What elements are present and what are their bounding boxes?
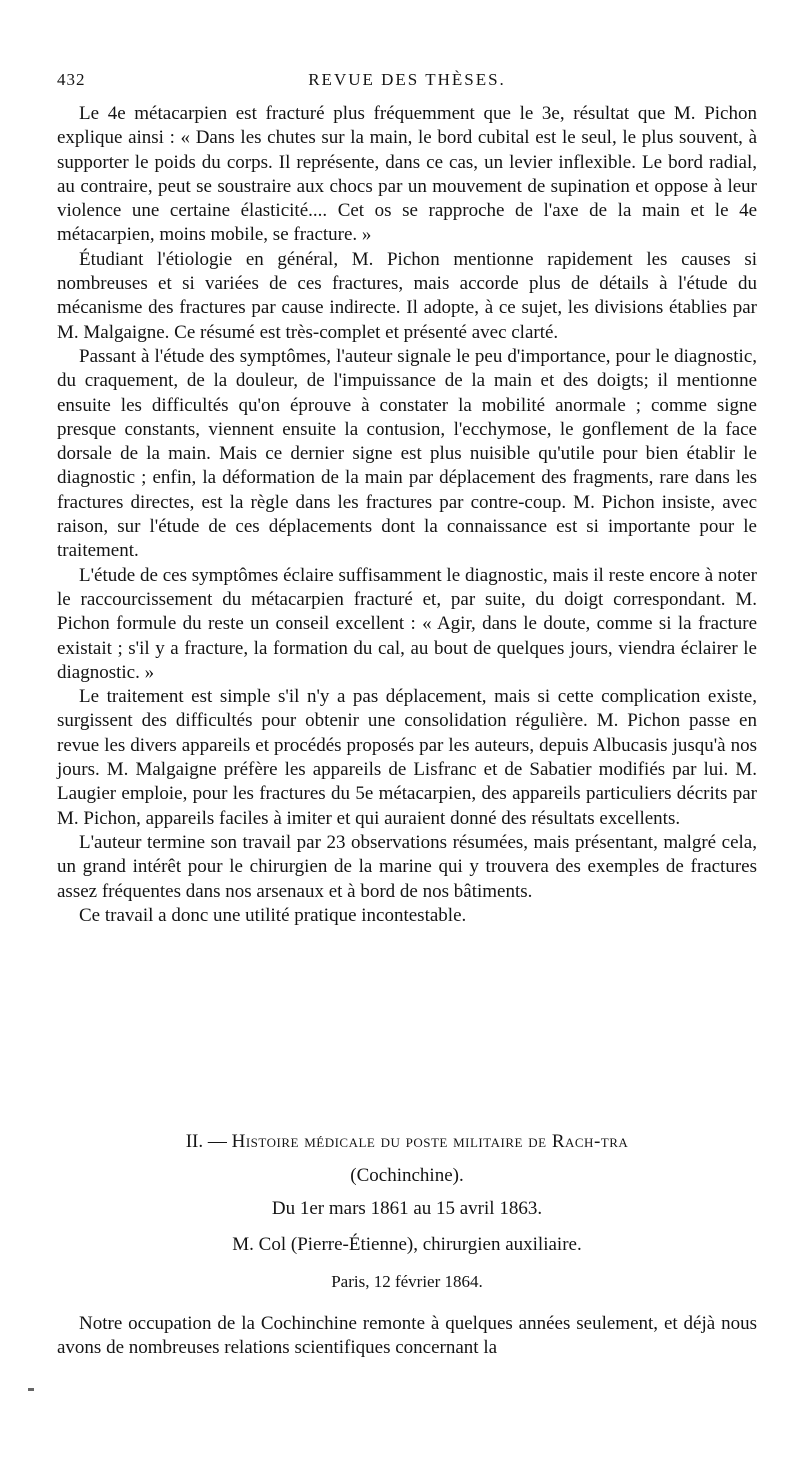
paragraph: Ce travail a donc une utilité pratique incontestable.	[79, 904, 467, 926]
section-title: Histoire médicale du poste militaire de Rach-tra	[231, 1131, 629, 1152]
article-body	[57, 102, 757, 928]
closing-text	[57, 1312, 757, 1361]
paragraph: Étudiant l'étiologie en général, M. Pichon mentionne rapidement les causes si nombreuses et si variées de ces fractures, mais accorde plus de détails à l'étude du mécanisme des fractures par cause indirecte. Il adopte, à ce sujet, les divisions établies par M. Malgaigne. Ce résumé est très-complet et présenté avec clarté.	[57, 248, 757, 343]
page-number: 432	[57, 70, 86, 89]
paragraph: Passant à l'étude des symptômes, l'auteur signale le peu d'importance, pour le diagnostic, du craquement, de la douleur, de l'impuissance de la main et des doigts; il mentionne ensuite les difficultés qu'on éprouve à constater la mobilité anormale ; comme signe presque constants, viennent ensuite la contusion, l'ecchymose, le gonflement de la face dorsale de la main. Mais ce dernier signe est plus nuisible qu'utile pour bien établir le diagnostic ; enfin, la déformation de la main par déplacement des fragments, rare dans les fractures directes, est la règle dans les fractures par contre-coup. M. Pichon insiste, avec raison, sur l'étude de ces déplacements dont la connaissance est si importante pour le traitement.	[57, 345, 757, 562]
section-heading	[57, 1130, 757, 1154]
margin-mark	[28, 1388, 34, 1391]
section-place-date: Paris, 12 février 1864.	[331, 1272, 483, 1291]
paragraph: Le traitement est simple s'il n'y a pas déplacement, mais si cette complication existe, surgissent des difficultés pour obtenir une consolidation régulière. M. Pichon passe en revue les divers appareils et procédés proposés par les auteurs, depuis Albucasis jusqu'à nos jours. M. Malgaigne préfère les appareils de Lisfranc et de Sabatier modifiés par lui. M. Laugier emploie, pour les fractures du 5e métacarpien, des appareils particuliers décrits par M. Pichon, appareils faciles à imiter et qui auraient donné des résultats excellents.	[57, 686, 757, 829]
running-title: REVUE DES THÈSES.	[308, 70, 506, 89]
paragraph: Le 4e métacarpien est fracturé plus fréquemment que le 3e, résultat que M. Pichon explique ainsi : « Dans les chutes sur la main, le bord cubital est le seul, le plus souvent, à supporter le poids du corps. Il représente, dans ce cas, un levier inflexible. Le bord radial, au contraire, peut se soustraire aux chocs par un mouvement de supination et oppose à leur violence une certaine élasticité.... Cet os se rapproche de l'axe de la main et le 4e métacarpien, moins mobile, se fracture. »	[57, 103, 757, 246]
section-author: M. Col (Pierre-Étienne), chirurgien auxiliaire.	[232, 1234, 582, 1255]
paragraph: L'auteur termine son travail par 23 observations résumées, mais présentant, malgré cela, un grand intérêt pour le chirurgien de la marine qui y trouvera des exemples de fractures assez fréquentes dans nos arsenaux et à bord de nos bâtiments.	[57, 831, 757, 902]
paragraph: Notre occupation de la Cochinchine remonte à quelques années seulement, et déjà nous avons de nombreuses relations scientifiques concernant la	[57, 1313, 757, 1359]
paragraph: L'étude de ces symptômes éclaire suffisamment le diagnostic, mais il reste encore à noter le raccourcissement du métacarpien fracturé et, par suite, du doigt correspondant. M. Pichon formule du reste un conseil excellent : « Agir, dans le doute, comme si la fracture existait ; s'il y a fracture, la formation du cal, au bout de quelques jours, viendra éclairer le diagnostic. »	[57, 564, 757, 683]
section-dates: Du 1er mars 1861 au 15 avril 1863.	[271, 1198, 543, 1219]
section-subtitle: (Cochinchine).	[350, 1165, 464, 1186]
section-number: II. —	[185, 1131, 227, 1152]
running-head	[57, 70, 757, 94]
